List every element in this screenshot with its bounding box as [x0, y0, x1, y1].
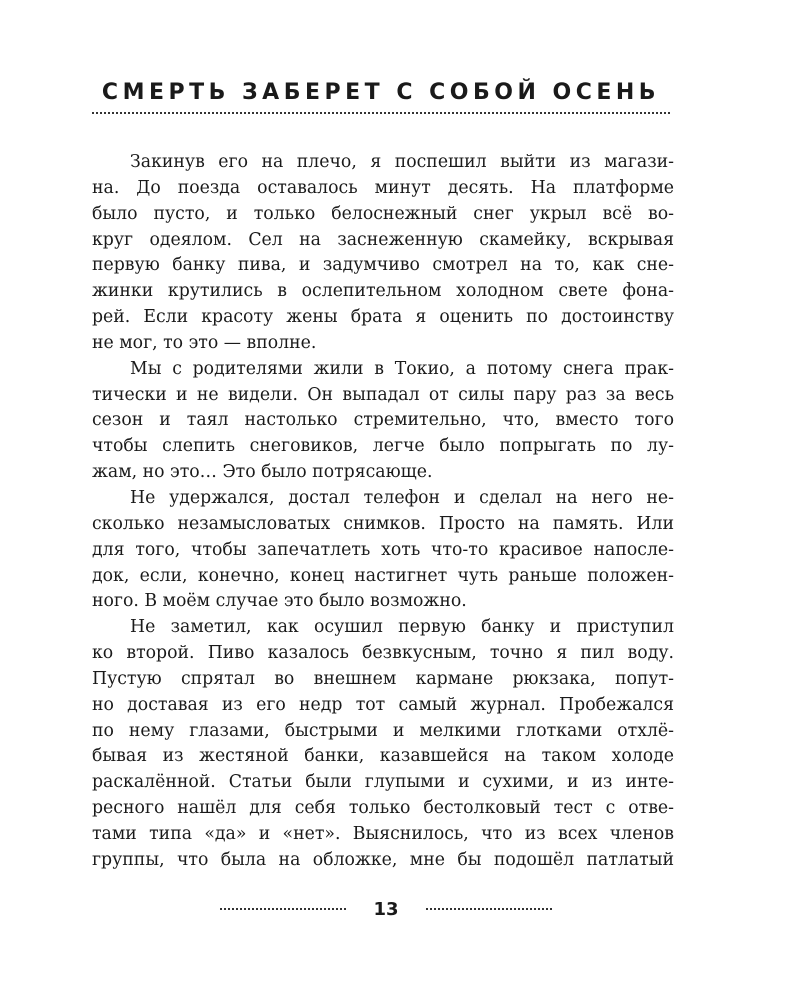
- paragraph-1-line: не мог, то это — вполне.: [92, 332, 317, 353]
- paragraph-4-line: раскалённой. Статьи были глупыми и сухими, и из инте-: [92, 772, 674, 793]
- paragraph-2-line: жам, но это… Это было потрясающе.: [92, 462, 433, 483]
- paragraph-1-line: Закинув его на плечо, я поспешил выйти из магази-: [130, 152, 674, 172]
- paragraph-1-line: первую банку пива, и задумчиво смотрел на то, как сне-: [92, 255, 674, 276]
- page-number: 13: [373, 898, 399, 920]
- paragraph-2-line: чтобы слепить снеговиков, легче было попрыгать по лу-: [92, 436, 674, 457]
- paragraph-4-line: по нему глазами, быстрыми и мелкими глотками отхлё-: [92, 720, 674, 741]
- paragraph-4-line: ресного нашёл для себя только бестолковый тест с отве-: [92, 798, 674, 819]
- paragraph-3-line: ного. В моём случае это было возможно.: [92, 591, 467, 612]
- header-dotted-rule: [92, 112, 670, 114]
- paragraph-1-line: было пусто, и только белоснежный снег укрыл всё во-: [92, 203, 674, 224]
- paragraph-1-line: рей. Если красоту жены брата я оценить по достоинству: [92, 307, 674, 328]
- paragraph-3-line: док, если, конечно, конец настигнет чуть раньше положен-: [92, 565, 674, 586]
- running-title: СМЕРТЬ ЗАБЕРЕТ С СОБОЙ ОСЕНЬ: [101, 80, 661, 105]
- paragraph-4-line: бывая из жестяной банки, казавшейся на таком холоде: [92, 746, 674, 767]
- paragraph-4-line: Не заметил, как осушил первую банку и приступил: [130, 617, 674, 638]
- paragraph-1-line: круг одеялом. Сел на заснеженную скамейку, вскрывая: [92, 229, 674, 250]
- paragraph-4-line: группы, что была на обложке, мне бы подошёл патлатый: [92, 849, 674, 870]
- paragraph-4-line: Пустую спрятал во внешнем кармане рюкзака, попут-: [92, 668, 674, 689]
- body-text: [92, 150, 674, 874]
- paragraph-3-line: Не удержался, достал телефон и сделал на него не-: [130, 487, 674, 508]
- paragraph-4-line: но доставая из его недр тот самый журнал. Пробежался: [92, 694, 674, 715]
- paragraph-3-line: для того, чтобы запечатлеть хоть что-то красивое напосле-: [92, 539, 674, 560]
- footer-left-dotted-rule: [220, 908, 346, 910]
- paragraph-2-line: Мы с родителями жили в Токио, а потому снега прак-: [130, 358, 674, 379]
- paragraph-2-line: тически и не видели. Он выпадал от силы пару раз за весь: [92, 384, 674, 405]
- paragraph-1-line: жинки крутились в ослепительном холодном свете фона-: [92, 281, 674, 302]
- footer-right-dotted-rule: [426, 908, 552, 910]
- paragraph-2-line: сезон и таял настолько стремительно, что, вместо того: [92, 410, 674, 431]
- page-footer: [220, 898, 552, 920]
- paragraph-4-line: ко второй. Пиво казалось безвкусным, точно я пил воду.: [92, 643, 674, 664]
- paragraph-1-line: на. До поезда оставалось минут десять. На платформе: [92, 177, 674, 198]
- paragraph-4-line: тами типа «да» и «нет». Выяснилось, что из всех членов: [92, 823, 674, 844]
- paragraph-3-line: сколько незамысловатых снимков. Просто на память. Или: [92, 513, 674, 534]
